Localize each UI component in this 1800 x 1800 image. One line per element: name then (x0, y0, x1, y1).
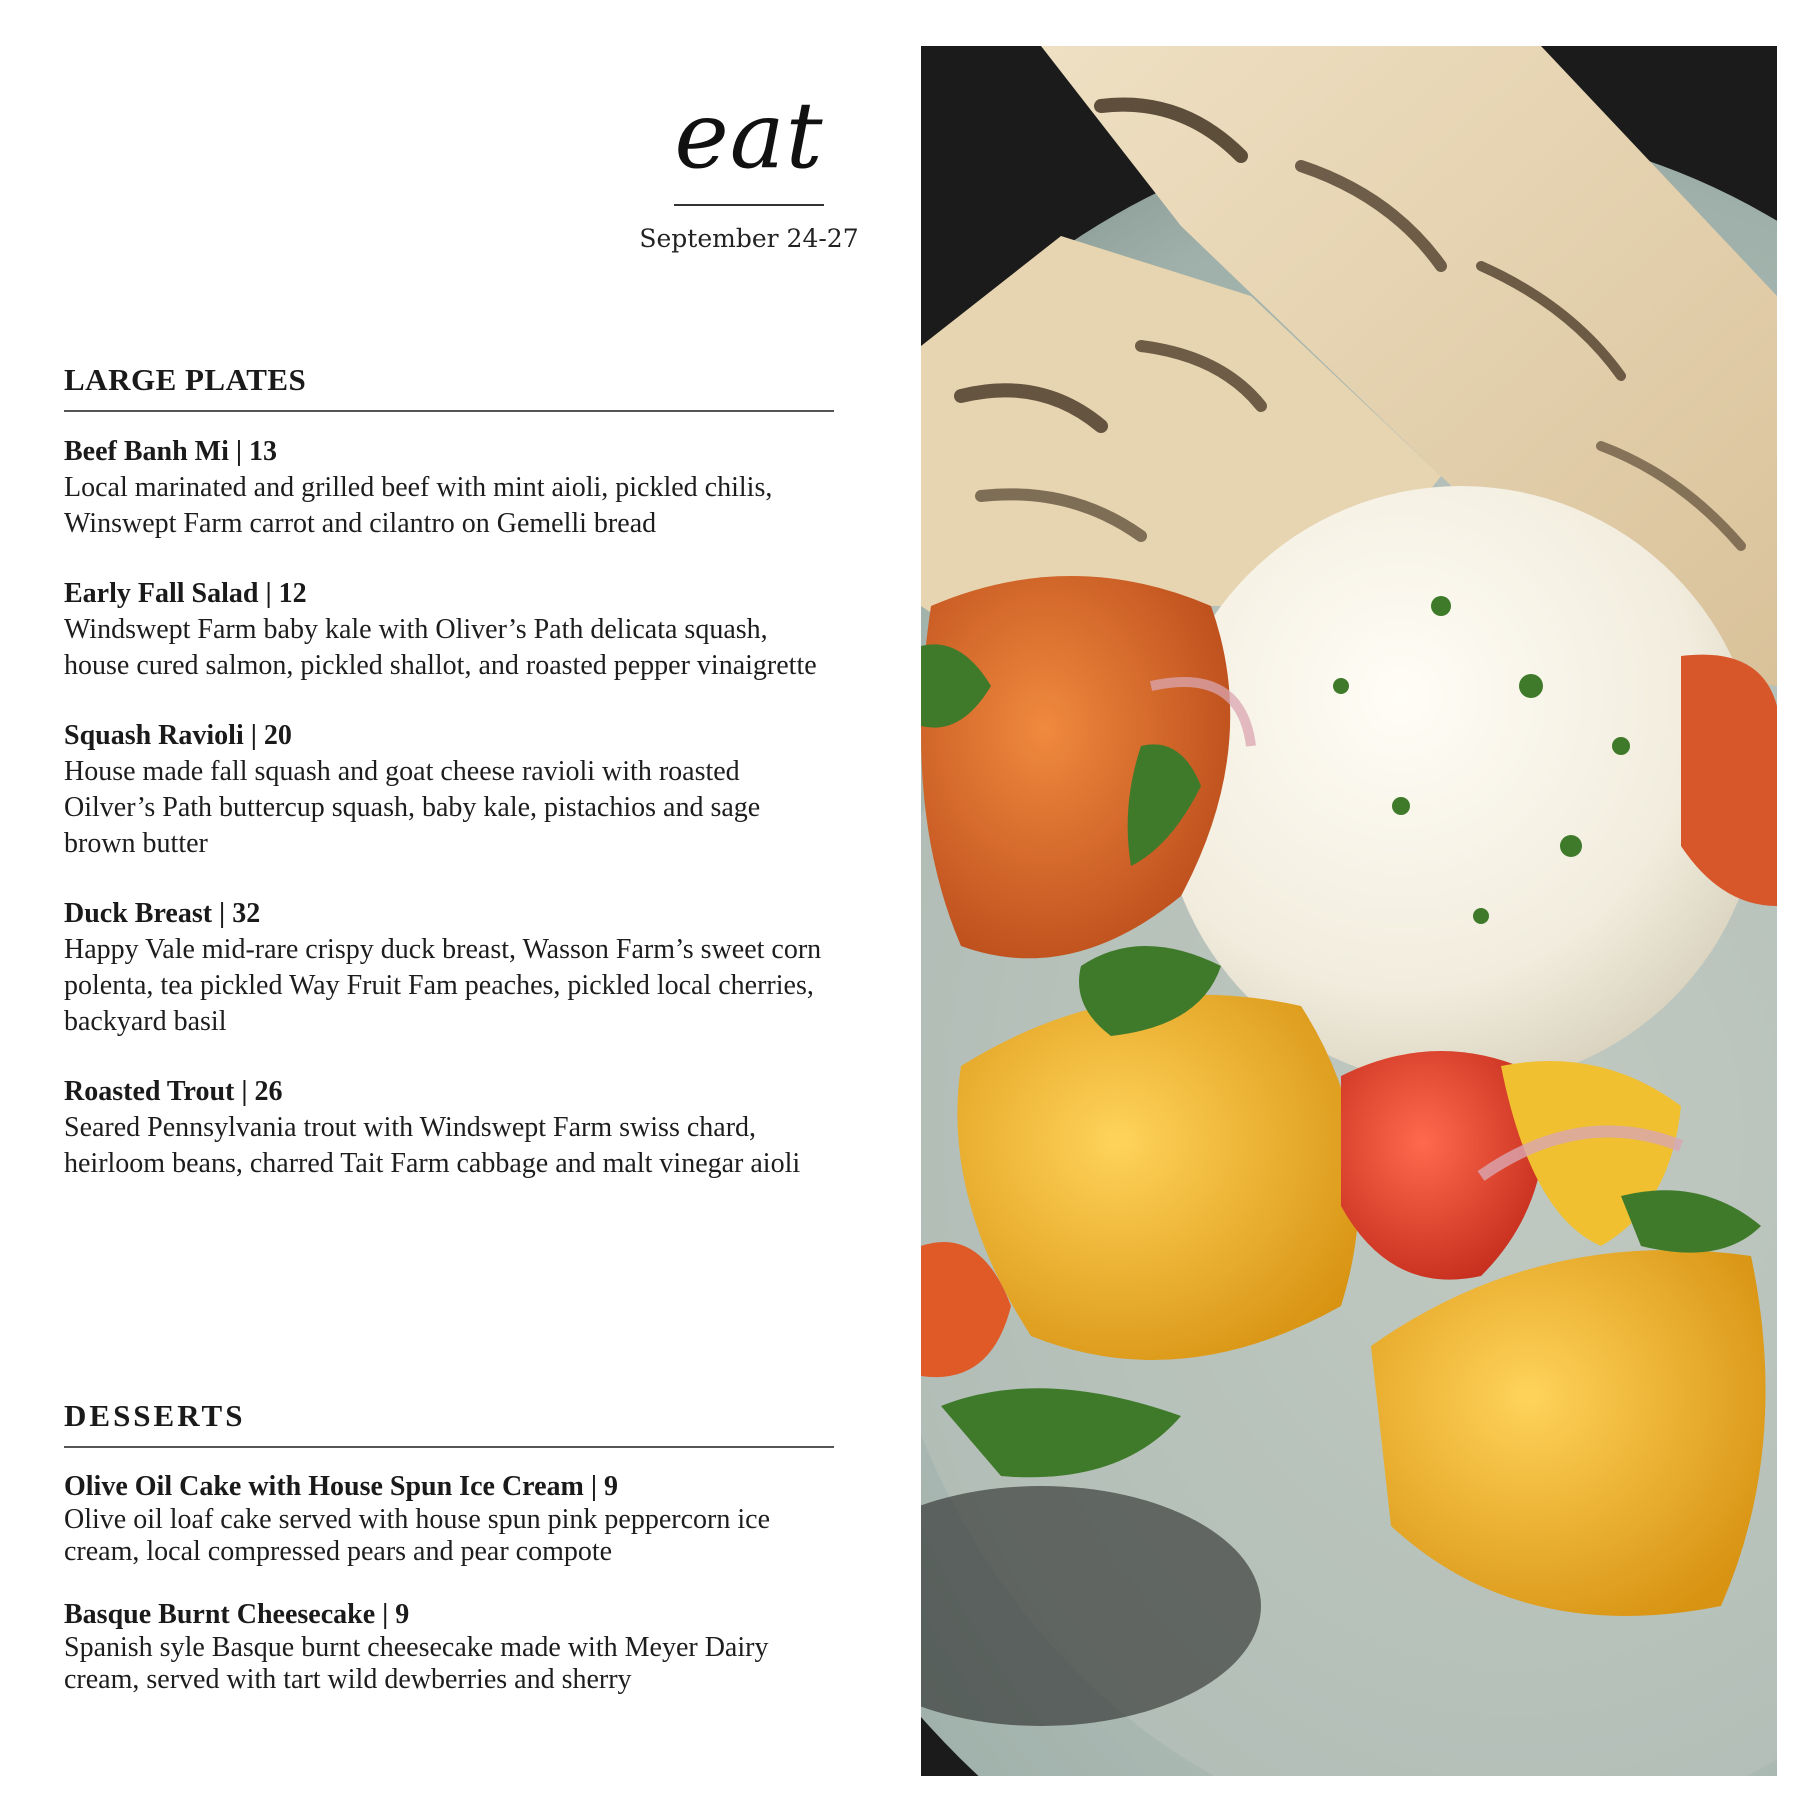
burrata-salad-illustration (921, 46, 1777, 1776)
menu-item-description: Happy Vale mid-rare crispy duck breast, Wasson Farm’s sweet corn polenta, tea pickled Way Fruit Fam peaches, pickled local cherries, backyard basil (64, 934, 822, 1037)
section-heading-desserts: DESSERTS (64, 1398, 834, 1448)
menu-item (64, 1470, 834, 1568)
menu-item-description: Olive oil loaf cake served with house spun pink peppercorn ice cream, local compressed pears and pear compote (64, 1504, 771, 1567)
menu-date: September 24-27 (639, 224, 859, 253)
burrata-shape (1161, 486, 1761, 1086)
menu-item (64, 434, 834, 542)
menu-item (64, 718, 834, 862)
menu-item-description: Spanish syle Basque burnt cheesecake made with Meyer Dairy cream, served with tart wild dewberries and sherry (64, 1632, 769, 1695)
menu-item-description: Windswept Farm baby kale with Oliver’s Path delicata squash, house cured salmon, pickled shallot, and roasted pepper vinaigrette (64, 614, 817, 681)
desserts-section (64, 1398, 834, 1726)
menu-item-name: Roasted Trout | 26 (64, 1076, 283, 1107)
large-plates-section (64, 362, 834, 1216)
menu-item-name: Early Fall Salad | 12 (64, 578, 307, 609)
menu-item (64, 1074, 834, 1182)
menu-item (64, 576, 834, 684)
title-block (604, 82, 894, 253)
menu-item-name: Squash Ravioli | 20 (64, 720, 292, 751)
menu-item-description: Seared Pennsylvania trout with Windswept Farm swiss chard, heirloom beans, charred Tait Farm cabbage and malt vinegar aioli (64, 1112, 801, 1179)
menu-item-name: Olive Oil Cake with House Spun Ice Cream | 9 (64, 1471, 618, 1502)
food-photo (921, 46, 1777, 1776)
menu-item (64, 896, 834, 1040)
menu-column (64, 0, 859, 1800)
menu-item-name: Duck Breast | 32 (64, 898, 261, 929)
menu-item-name: Basque Burnt Cheesecake | 9 (64, 1599, 410, 1630)
menu-item-description: House made fall squash and goat cheese ravioli with roasted Oilver’s Path buttercup squash, baby kale, pistachios and sage brown butter (64, 756, 761, 859)
menu-item (64, 1598, 834, 1696)
title-divider (674, 204, 824, 206)
section-heading-large-plates: LARGE PLATES (64, 362, 834, 412)
menu-item-description: Local marinated and grilled beef with mint aioli, pickled chilis, Winswept Farm carrot and cilantro on Gemelli bread (64, 472, 773, 539)
page-title: eat (674, 82, 824, 189)
menu-item-name: Beef Banh Mi | 13 (64, 436, 278, 467)
